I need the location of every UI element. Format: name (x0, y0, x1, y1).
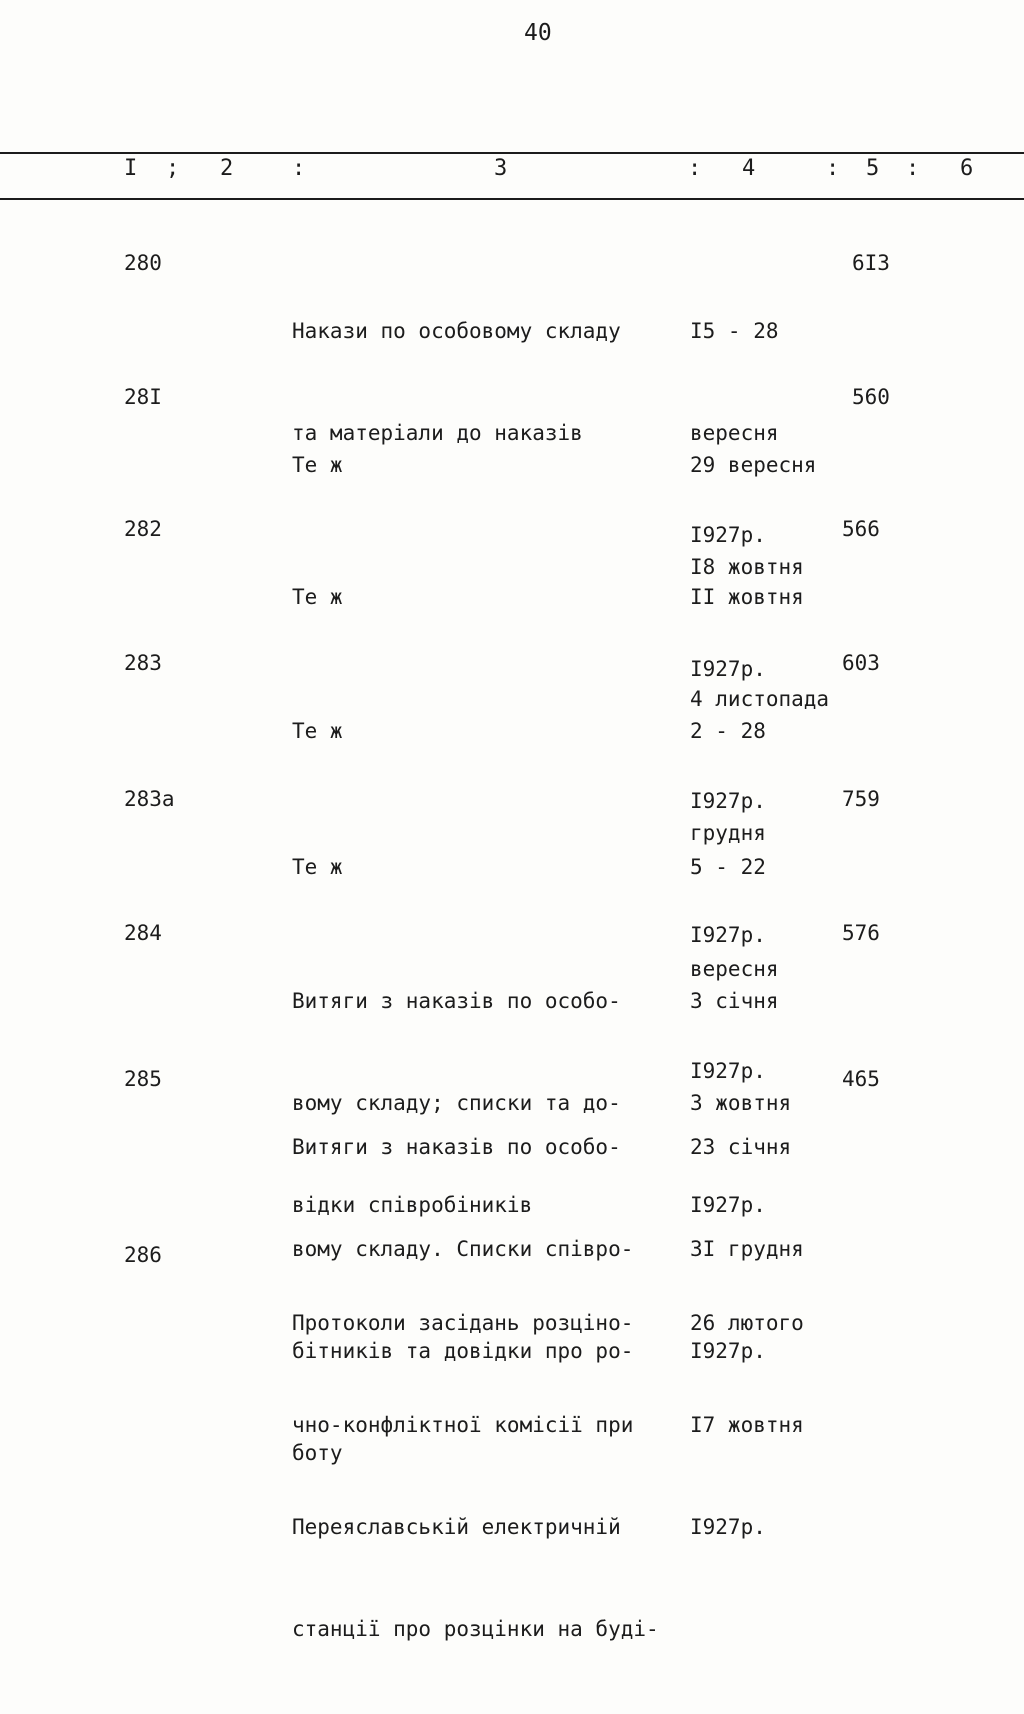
header-col-6: 6 (960, 156, 974, 181)
file-number: 283 (124, 651, 162, 675)
header-sep: : (906, 156, 920, 181)
title-line: Переяславській електричній (292, 1515, 621, 1539)
date-line: I5 - 28 (690, 319, 779, 343)
date-line: I927р. (690, 923, 766, 947)
sheet-count: 759 (842, 787, 880, 811)
header-col-2: 2 (220, 156, 234, 181)
title-line: чно-конфліктної комісії при (292, 1413, 634, 1437)
sheet-count: 560 (852, 385, 890, 409)
date-line: 3 жовтня (690, 1091, 792, 1115)
header-col-3: 3 (494, 156, 508, 181)
header-sep: : (292, 156, 306, 181)
date-line: I927р. (690, 1339, 766, 1363)
title-line: Протоколи засідань розціно- (292, 1311, 634, 1335)
page-number: 40 (524, 20, 552, 46)
title-line: вому складу; списки та до- (292, 1091, 621, 1115)
date-line: I927р. (690, 523, 766, 547)
date-line: вересня (690, 957, 779, 981)
title-line: бітників та довідки про ро- (292, 1339, 634, 1363)
header-sep: : (688, 156, 702, 181)
header-sep: : (826, 156, 840, 181)
date-line: 23 січня (690, 1135, 792, 1159)
table-bottom-rule (0, 198, 1024, 200)
date-line: I927р. (690, 1515, 766, 1539)
title-line: станції про розцінки на буді- (292, 1617, 659, 1641)
date-line: I8 жовтня (690, 555, 804, 579)
header-col-1: I (124, 156, 138, 181)
date-line: 5 - 22 (690, 855, 766, 879)
file-number: 280 (124, 251, 162, 275)
title-line: Те ж (292, 855, 343, 879)
sheet-count: 465 (842, 1067, 880, 1091)
date-line: 3I грудня (690, 1237, 804, 1261)
file-title (292, 1238, 659, 1714)
file-number: 285 (124, 1067, 162, 1091)
date-line: 26 лютого (690, 1311, 804, 1335)
date-line: I7 жовтня (690, 1413, 804, 1437)
date-line: 4 листопада (690, 687, 830, 711)
file-number: 283a (124, 787, 175, 811)
table-top-rule (0, 152, 1024, 154)
header-col-5: 5 (866, 156, 880, 181)
file-number: 286 (124, 1243, 162, 1267)
file-number: 28I (124, 385, 162, 409)
sheet-count: 6I3 (852, 251, 890, 275)
title-line: Те ж (292, 719, 343, 743)
header-sep: ; (166, 156, 180, 181)
file-number: 282 (124, 517, 162, 541)
header-col-4: 4 (742, 156, 756, 181)
date-line: I927р. (690, 1193, 766, 1217)
title-line: Витяги з наказів по особо- (292, 1135, 621, 1159)
file-number: 284 (124, 921, 162, 945)
date-line: вересня (690, 421, 779, 445)
sheet-count: 576 (842, 921, 880, 945)
file-dates (690, 1238, 804, 1612)
title-line: Накази по особовому складу (292, 319, 621, 343)
sheet-count: 603 (842, 651, 880, 675)
date-line: I927р. (690, 1059, 766, 1083)
title-line: Витяги з наказів по особо- (292, 989, 621, 1013)
title-line: Те ж (292, 453, 343, 477)
date-line: I927р. (690, 789, 766, 813)
date-line: II жовтня (690, 585, 804, 609)
date-line: I927р. (690, 657, 766, 681)
date-line: 2 - 28 (690, 719, 766, 743)
title-line: вому складу. Списки співро- (292, 1237, 634, 1261)
date-line: 29 вересня (690, 453, 817, 477)
title-line: боту (292, 1441, 343, 1465)
title-line: відки співробіників (292, 1193, 533, 1217)
date-line: 3 січня (690, 989, 779, 1013)
date-line: грудня (690, 821, 766, 845)
sheet-count: 566 (842, 517, 880, 541)
title-line: Те ж (292, 585, 343, 609)
title-line: та матеріали до наказів (292, 421, 583, 445)
